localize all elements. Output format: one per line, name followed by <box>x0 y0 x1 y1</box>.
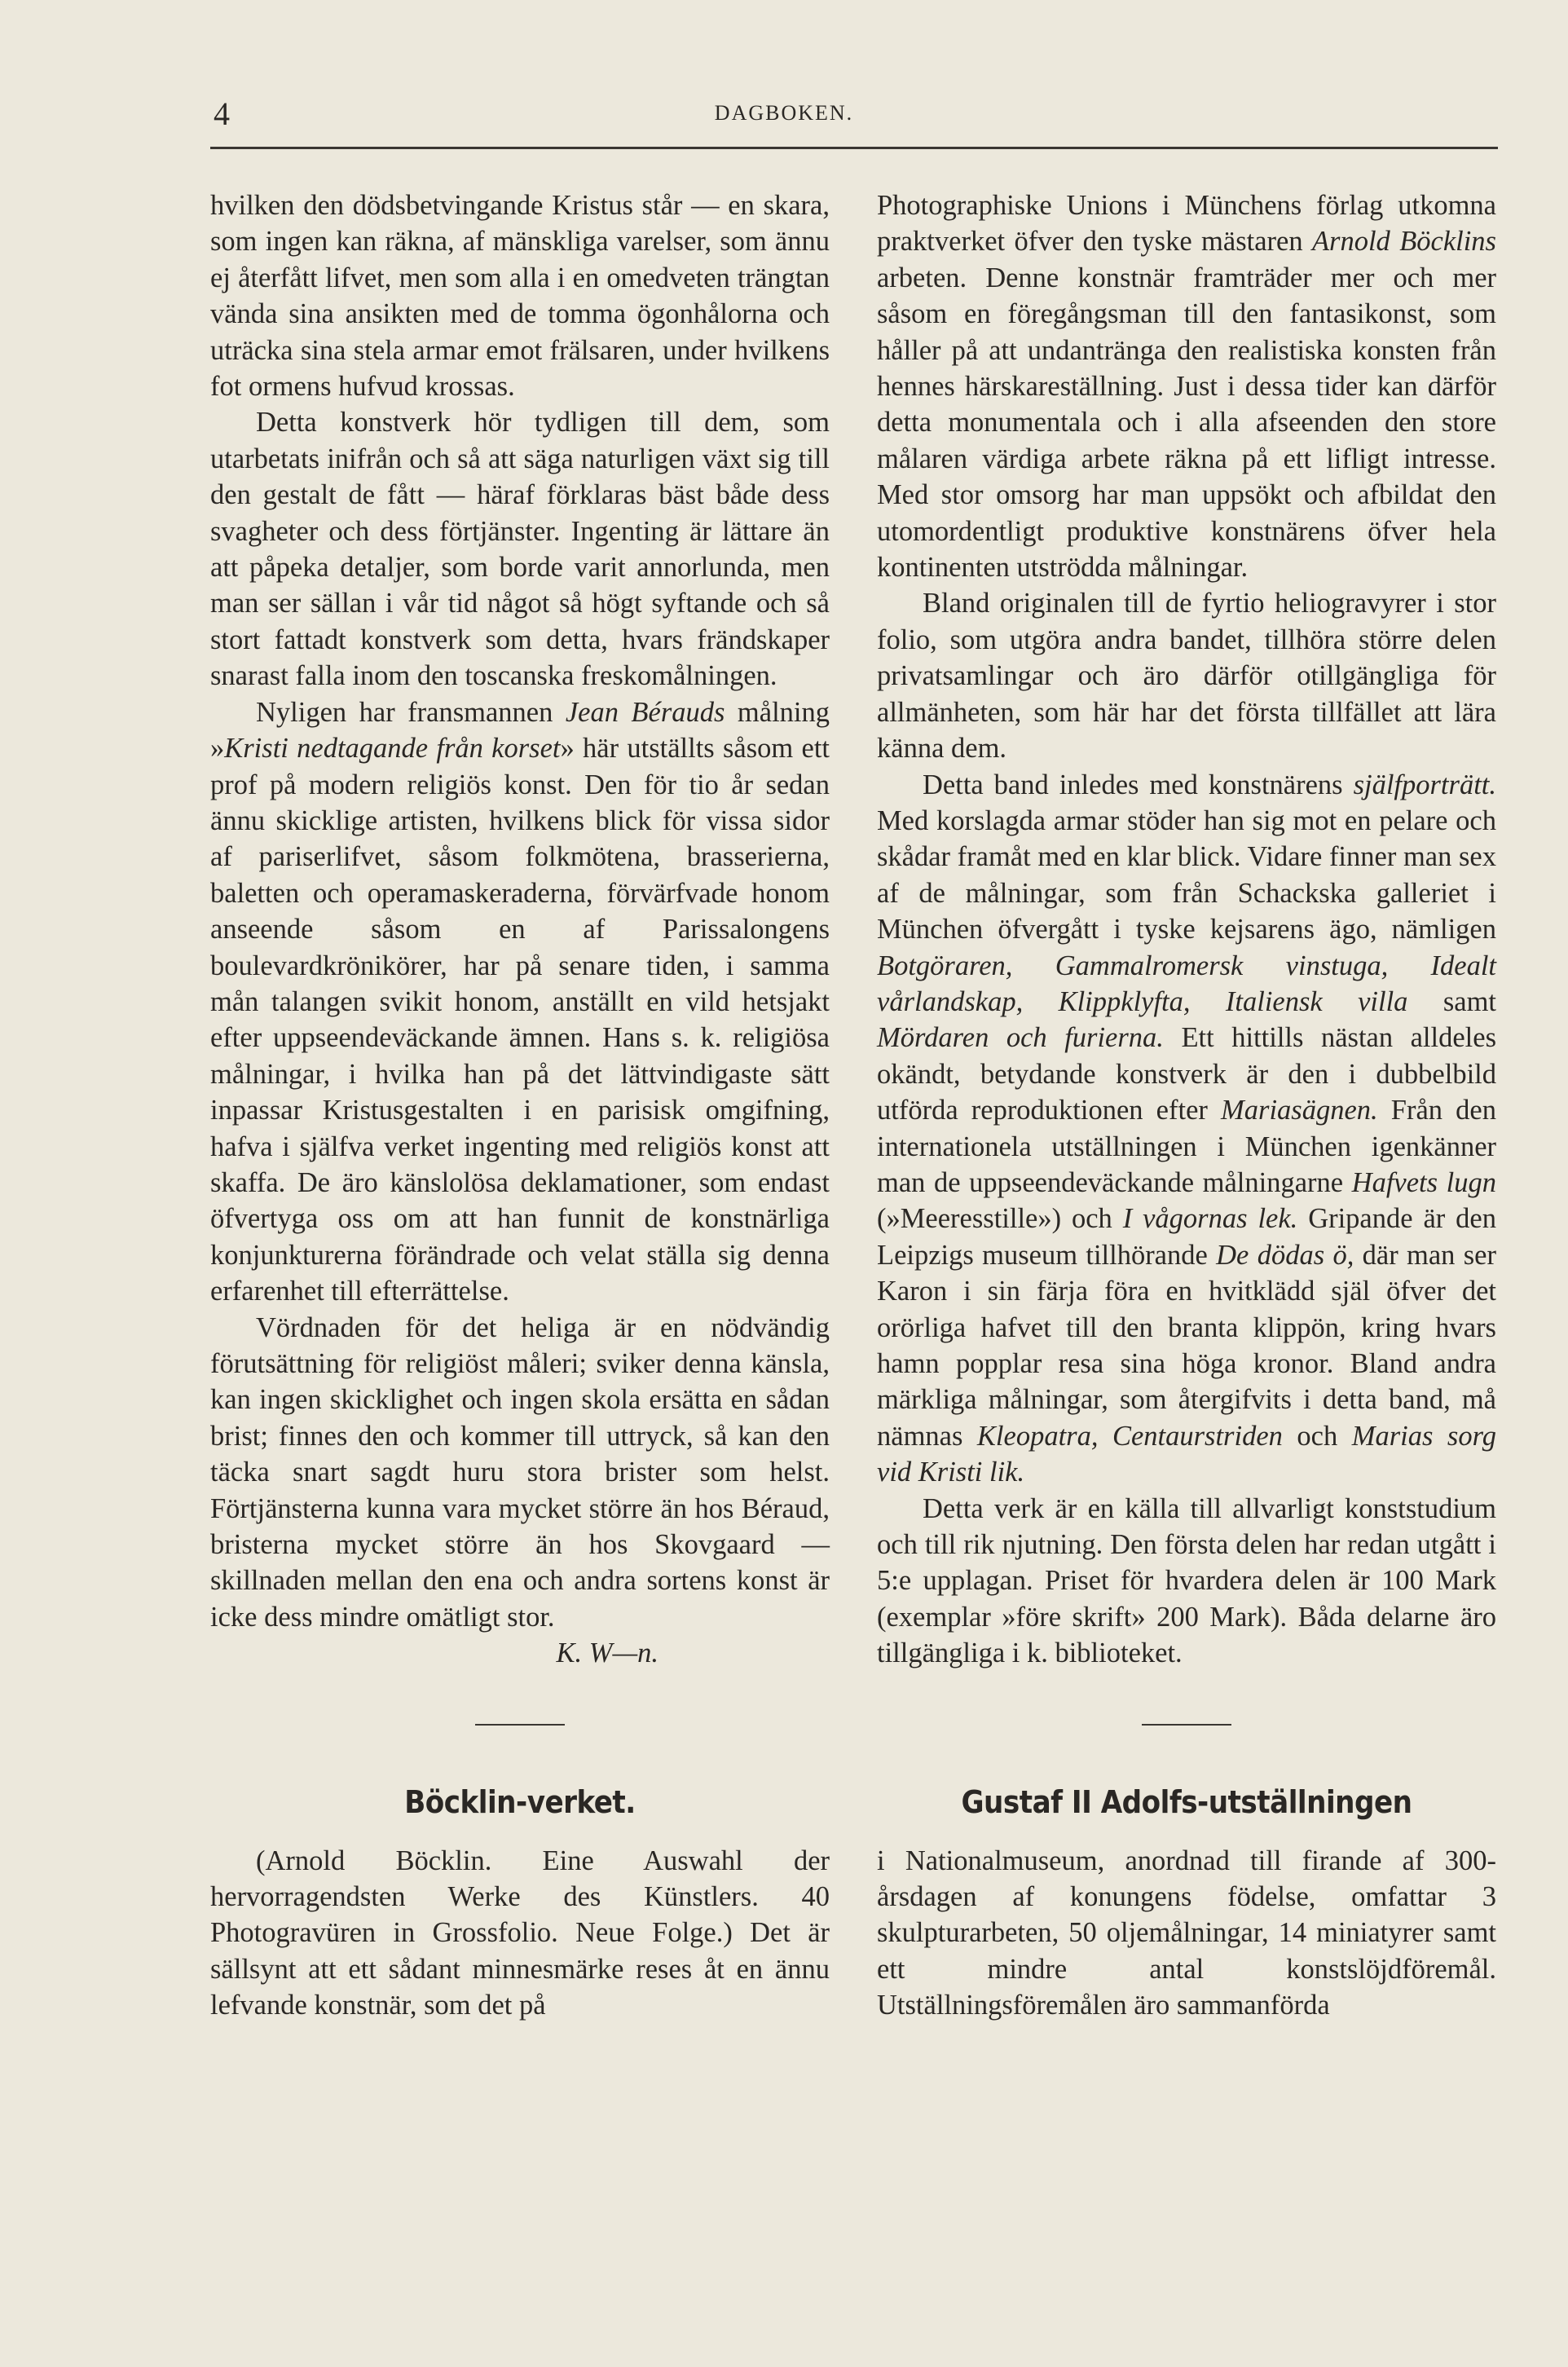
left-paragraph-4: Vördnaden för det heliga är en nödvändig förutsättning för religiöst måleri; sviker denna känsla, kan ingen skicklighet och ingen skola ersätta en sådan brist; finnes den och kommer till uttryck, så kan den täcka snart sagdt huru stora brister som helst. Förtjänsterna kunna vara mycket större än hos Béraud, bristerna mycket större än hos Skovgaard — skillnaden mellan den ena och andra sortens konst är icke dess mindre omätligt stor. <box>210 1311 830 1633</box>
right-paragraph-2: Bland originalen till de fyrtio heliogravyrer i stor folio, som utgöra andra bandet, tillhöra större delen privatsamlingar och äro därför otillgängliga för allmänheten, som här har det första tillfället att lära känna dem. <box>877 588 1496 765</box>
section-title-gustaf: Gustaf II Adolfs-utställningen <box>961 1783 1412 1820</box>
painting-title: Kristi nedtagande från korset <box>224 733 561 765</box>
right-paragraph-5: i Nationalmuseum, anordnad till firande af 300-årsdagen af konungens födelse, omfattar 3 skulpturarbeten, 50 oljemålningar, 14 miniatyrer samt ett mindre antal konstslöjdföremål. Utställningsföremålen äro sammanförda <box>877 1845 1496 2021</box>
left-column <box>210 187 830 2024</box>
header-rule <box>210 147 1498 149</box>
left-paragraph-5: (Arnold Böcklin. Eine Auswahl der hervorragendsten Werke des Künstlers. 40 Photogravüren in Grossfolio. Neue Folge.) Det är sällsynt att ett sådant minnesmärke reses åt en ännu lefvande konstnär, som det på <box>210 1845 830 2021</box>
right-paragraph-4: Detta verk är en källa till allvarligt konststudium och till rik njutning. Den första delen har redan utgått i 5:e upplagan. Priset för hvardera delen är 100 Mark (exemplar »före skrift» 200 Mark). Båda delarne äro tillgängliga i k. biblioteket. <box>877 1492 1496 1669</box>
running-title: DAGBOKEN. <box>714 101 854 125</box>
right-paragraph-1: Photographiske Unions i Münchens förlag utkomna praktverket öfver den tyske mästaren Arnold Böcklins arbeten. Denne konstnär framträder mer och mer såsom en föregångsman till den fantasikonst, som håller på att undantränga den realistiska konsten från hennes härskareställning. Just i dessa tider kan därför detta monumentala och i alla afseenden den store målaren värdiga arbete räkna på ett lifligt intresse. Med stor omsorg har man uppsökt och afbildat den utomordentligt produktive konstnärens öfver hela kontinenten utströdda målningar. <box>877 190 1496 584</box>
right-column <box>877 187 1496 2024</box>
page-number: 4 <box>214 95 230 132</box>
left-paragraph-2: Detta konstverk hör tydligen till dem, som utarbetats inifrån och så att säga naturligen växt sig till den gestalt de fått — häraf förklaras bäst både dess svagheter och dess förtjänster. Ingenting är lättare än att påpeka detaljer, som borde varit annorlunda, men man ser sällan i vår tid något så högt syftande och så stort fattadt konstverk som detta, hvars frändskaper snarast falla inom den toscanska freskomålningen. <box>210 407 830 692</box>
right-paragraph-3: Detta band inledes med konstnärens själfporträtt. Med korslagda armar stöder han sig mot en pelare och skådar framåt med en klar blick. Vidare finner man sex af de målningar, som från Schackska galleriet i München öfvergått i tyske kejsarens ägo, nämligen Botgöraren, Gammalromersk vinstuga, Idealt vårlandskap, Klippklyfta, Italiensk villa samt Mördaren och furierna. Ett hittills nästan alldeles okändt, betydande konstverk är den i dubbelbild utförda reproduktionen efter Mariasägnen. Från den internationela utställningen i München igenkänner man de uppseendeväckande målningarne Hafvets lugn (»Meeresstille») och I vågornas lek. Gripande är den Leipzigs museum tillhörande De dödas ö, där man ser Karon i sin färja föra en hvitklädd själ öfver det orörliga hafvet till den branta klippön, kring hvars hamn popplar resa sina höga kronor. Bland andra märkliga målningar, som återgifvits i detta band, må nämnas Kleopatra, Centaurstriden och Marias sorg vid Kristi lik. <box>877 769 1496 1488</box>
author-signature: K. W—n. <box>556 1638 658 1669</box>
left-paragraph-1: hvilken den dödsbetvingande Kristus står — en skara, som ingen kan räkna, af mänskliga varelser, som ännu ej återfått lifvet, men som alla i en omedveten trängtan vända sina ansikten med de tomma ögonhålorna och uträcka sina stela armar emot frälsaren, under hvilkens fot ormens hufvud krossas. <box>210 190 830 403</box>
artist-name: Jean Bérauds <box>565 696 725 728</box>
left-paragraph-3: Nyligen har fransmannen Jean Bérauds målning »Kristi nedtagande från korset» här utställts såsom ett prof på modern religiös konst. Den för tio år sedan ännu skicklige artisten, hvilkens blick för vissa sidor af pariserlifvet, såsom folkmötena, brasserierna, baletten och operamaskeraderna, förvärfvade honom anseende såsom en af Parissalongens boulevardkrönikörer, har på senare tiden, i samma mån talangen svikit honom, anställt en vild hetsjakt efter uppseendeväckande ämnen. Hans s. k. religiösa målningar, i hvilka han på det lättvindigaste sätt inpassar Kristusgestalten i en parisisk omgifning, hafva i själfva verket ingenting med religiös konst att skaffa. De äro känslolösa deklamationer, som endast öfvertyga oss om att han funnit de konstnärliga konjunkturerna förändrade och velat ställa sig denna erfarenhet till efterrättelse. <box>210 696 830 1307</box>
artist-name: Arnold Böcklins <box>1311 226 1496 258</box>
section-divider <box>475 1724 565 1726</box>
section-divider <box>1142 1724 1231 1726</box>
section-title-bocklin: Böcklin-verket. <box>404 1783 636 1820</box>
